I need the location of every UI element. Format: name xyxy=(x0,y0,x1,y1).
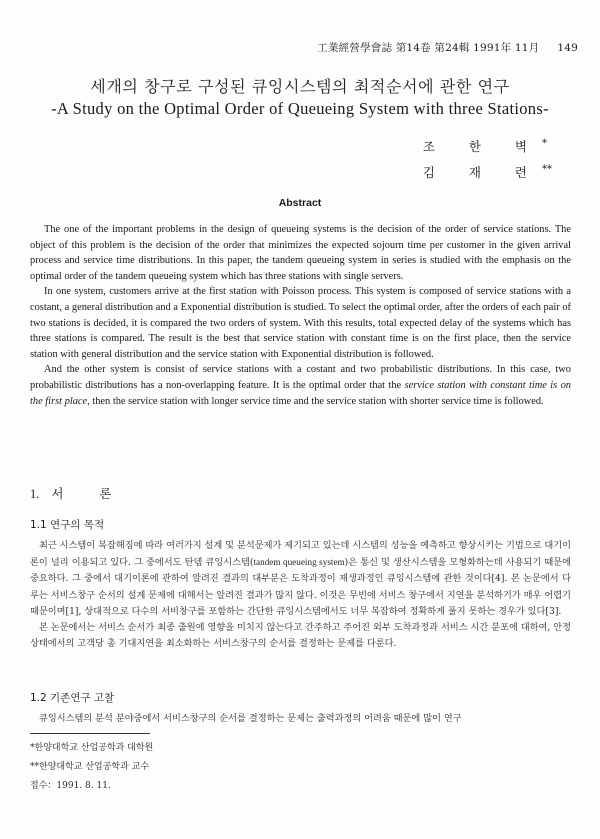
author-2: 김 재 련** xyxy=(422,164,552,181)
purpose-paragraph-2: 본 논문에서는 서비스 순서가 최종 출원에 영향을 미치지 않는다고 간주하고 주어진 외부 도착과정과 서비스 시간 분포에 대하여, 안정상태에서의 고객당 총 기대지연을 최소화하는 서비스창구의 순서를 결정하는 문제를 다룬다. xyxy=(30,622,571,650)
prior-research-body xyxy=(30,711,571,727)
abstract-body xyxy=(30,222,571,409)
footnote-affiliation-2: **한양대학교 산업공학과 교수 xyxy=(30,762,150,772)
author-1: 조 한 벽* xyxy=(422,138,547,155)
footnotes xyxy=(30,739,153,796)
subsection-heading-purpose: 1.1 연구의 목적 xyxy=(30,519,105,531)
author-block xyxy=(423,132,552,184)
received-date: 접수：1991. 8. 11. xyxy=(30,781,111,791)
english-title: -A Study on the Optimal Order of Queueing System with three Stations- xyxy=(51,99,549,118)
purpose-body xyxy=(30,538,571,652)
subsection-heading-prior-research: 1.2 기존연구 고찰 xyxy=(30,692,115,704)
korean-title: 세개의 창구로 구성된 큐잉시스템의 최적순서에 관한 연구 xyxy=(90,77,510,96)
abstract-heading: Abstract xyxy=(278,197,322,209)
journal-citation: 工業經營學會誌 第14卷 第24輯 1991年 11月 xyxy=(317,42,540,54)
abstract-paragraph-1: The one of the important problems in the design of queueing systems is the decision of the order of service stations. The object of this problem is the decision of the order that minimizes the expected sojourn time per customer in the given arrival process and service time distributions. In this paper, the tandem queueing system in series is studied with the emphasis on the optimal order of the tandem queueing system which has three stations with single servers. xyxy=(30,224,571,282)
page-number: 149 xyxy=(557,42,578,54)
purpose-paragraph-1: 최근 시스템이 복잡해짐에 따라 여러가지 설계 및 분석문제가 제기되고 있는데 시스템의 성능을 예측하고 향상시키는 기법으로 대기이론이 널리 이용되고 있다. 그 중에서도 탄뎀 큐잉시스템(tandem queueing system)은 통신 및 생산시스템을 모형화하는데 사용되기 때문에 중요하다. 그 중에서 대기이론에 관하여 알려진 결과의 대부분은 도착과정이 재생과정인 큐잉시스템에 관한 것이다[4]. 본 논문에서 다루는 서비스창구 순서의 설계 문제에 대해서는 알려진 결과가 많지 않다. 이것은 무빈에 서비스 창구에서 지연을 분석하기가 매우 어렵기 때문이며[1], 상대적으로 다수의 서비창구를 포함하는 간단한 큐잉시스템에서도 너무 복잡하여 정확하게 풀지 못하는 경우가 있다[3]. xyxy=(30,540,571,617)
abstract-paragraph-2: In one system, customers arrive at the first station with Poisson process. This system is composed of service stations with a costant, a general distribution and a Exponential distribution is studied. To select the optimal order, after the orders of each pair of two stations is decided, it is compared the two orders of system. With this results, total expected delay of the systems which has three stations is compared. The result is the best that service station with constant time is on the first place, then the service station with general distribution and the service station with Exponential distribution is followed. xyxy=(30,286,571,360)
prior-research-paragraph-1: 큐잉시스템의 분석 분야중에서 서비스창구의 순서를 결정하는 문제는 출력과정의 어려움 때문에 많이 연구 xyxy=(39,713,462,724)
footnote-divider xyxy=(30,733,150,734)
abstract-emphasis: service station with constant time is on the first place, xyxy=(30,379,571,407)
footnote-affiliation-1: *한양대학교 산업공학과 대학원 xyxy=(30,743,154,753)
running-header xyxy=(317,40,578,55)
section-heading-introduction: 1. 서 론 xyxy=(30,486,128,501)
abstract-paragraph-3: And the other system is consist of service stations with a costant and two probabilistic distributions. In this case, two probabilistic distributions has a non-overlapping feature. It is the optimal order that the service station with constant time is on the first place, then the service station with longer service time and the service station with shorter service time is followed. xyxy=(30,364,571,407)
